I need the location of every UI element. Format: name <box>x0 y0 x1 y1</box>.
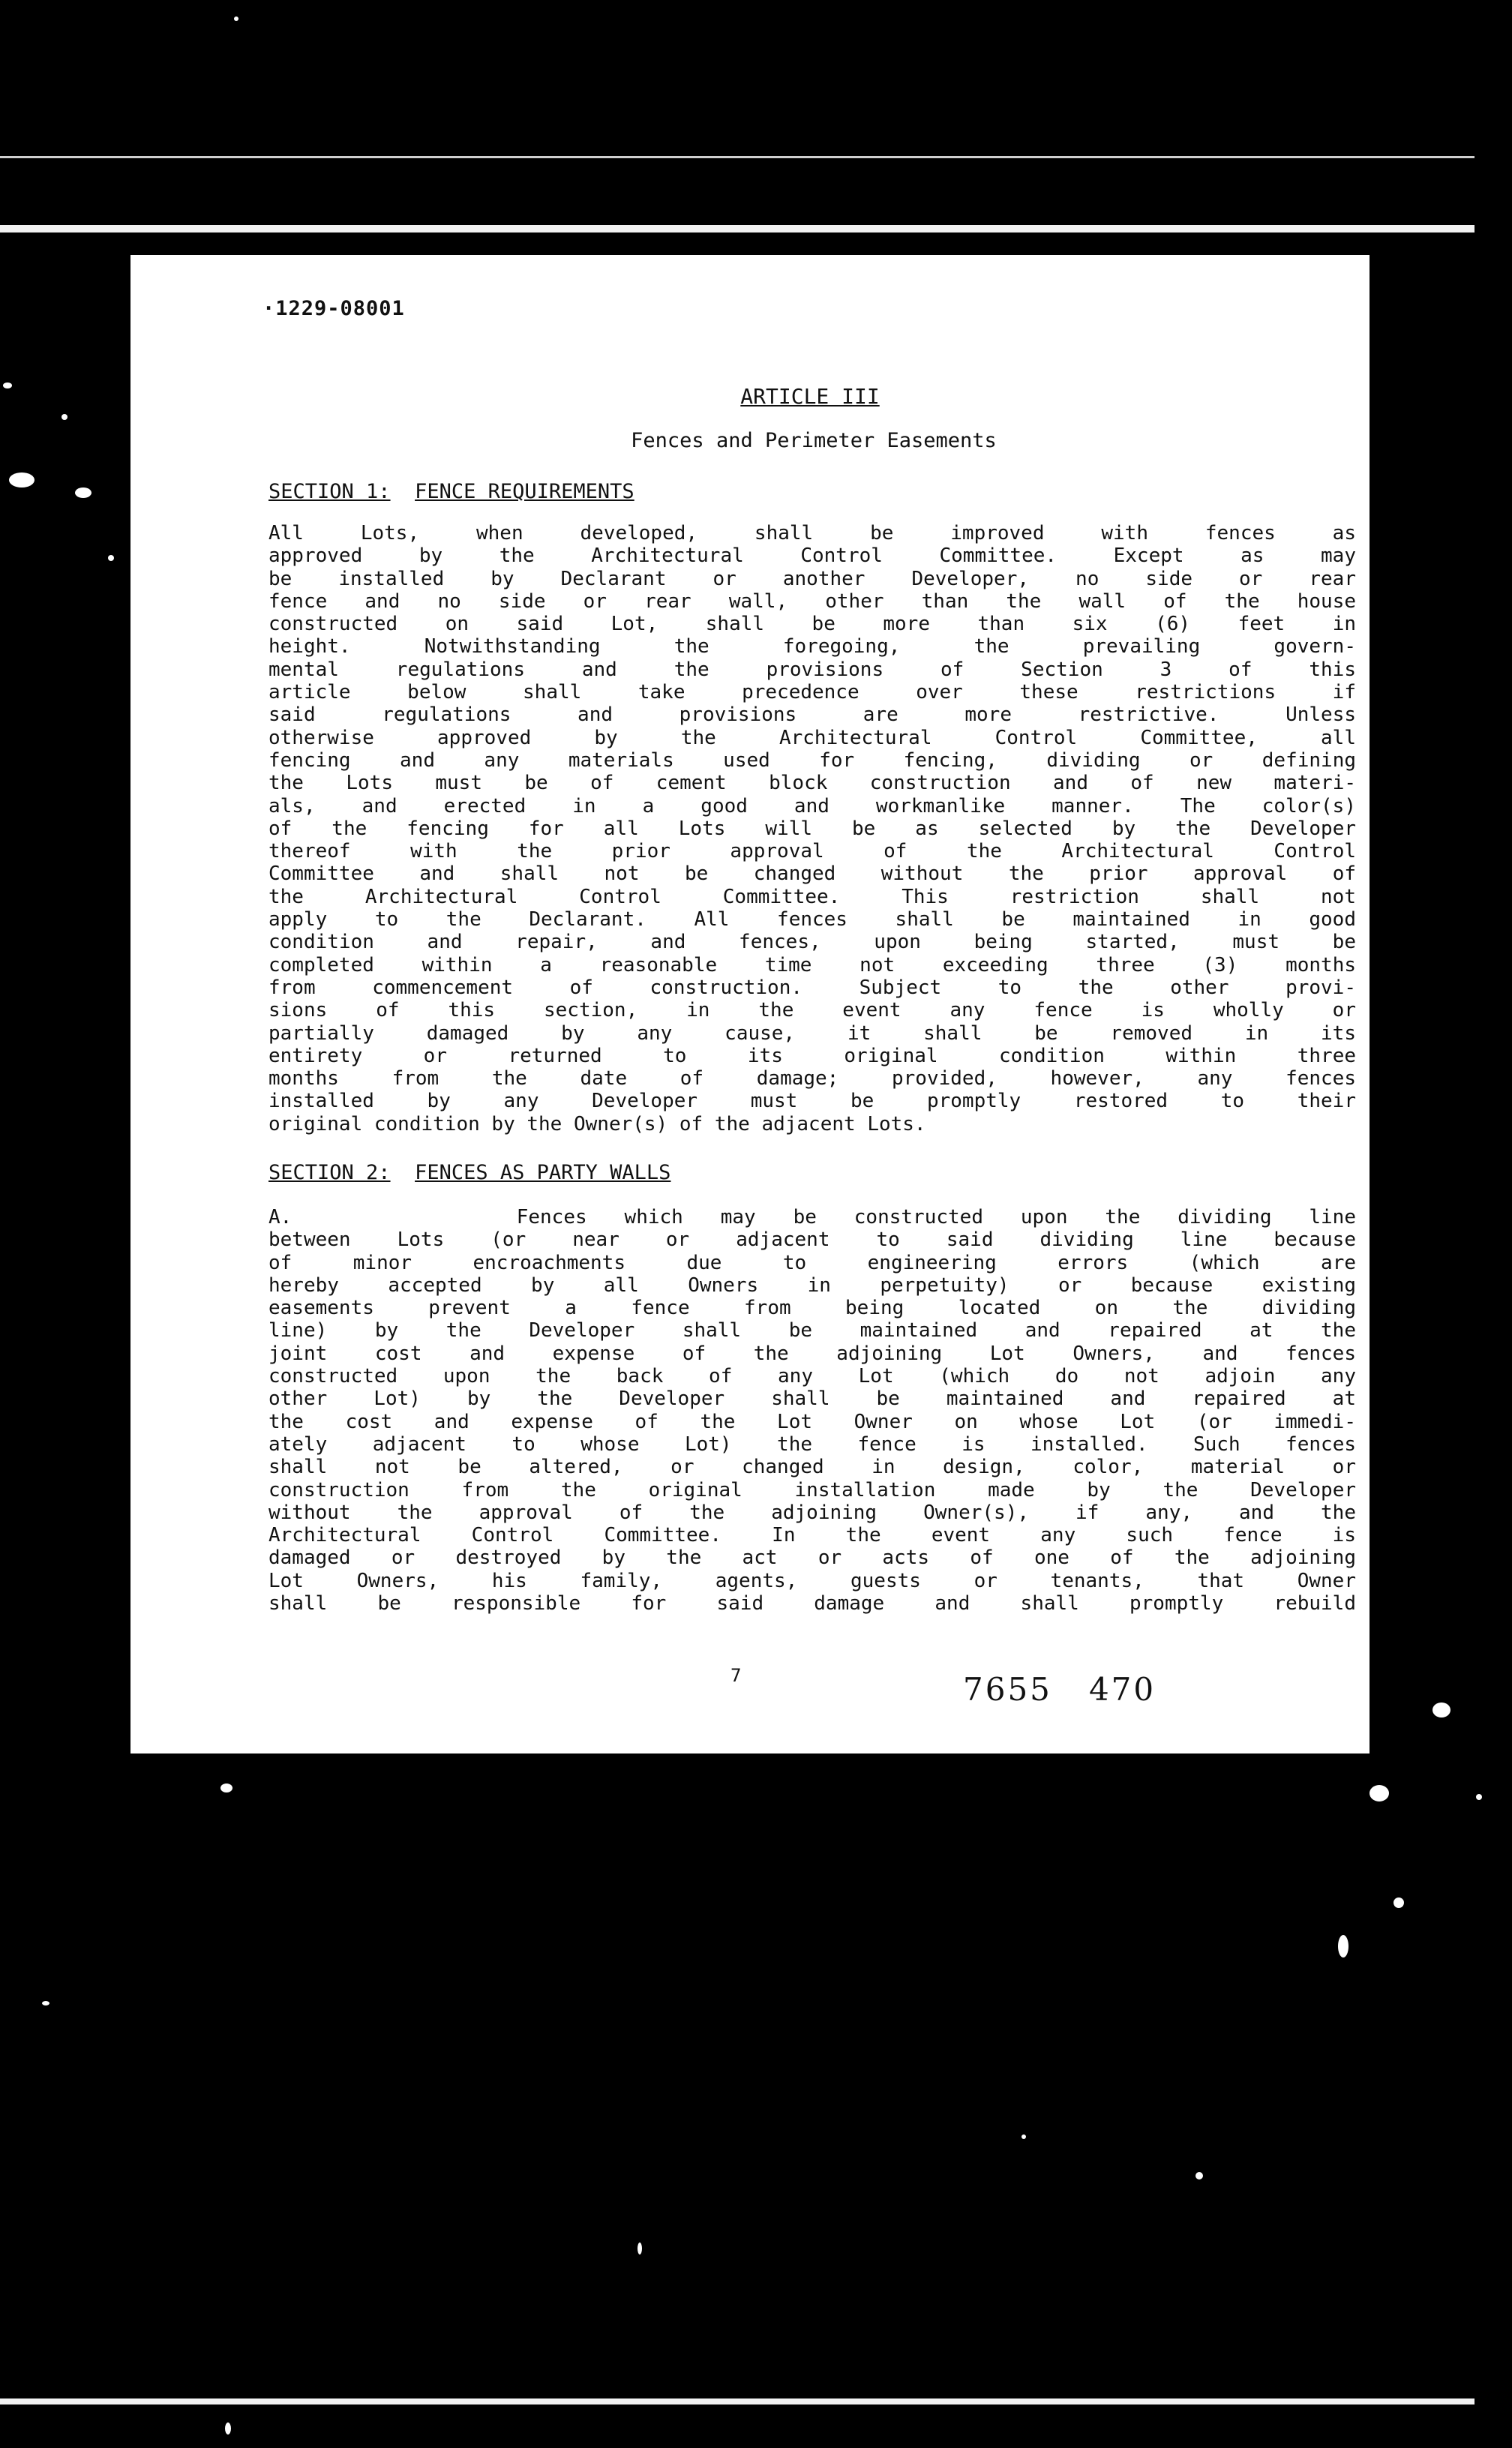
scan-speck <box>108 555 114 561</box>
body-line: hereby accepted by all Owners in perpetuity) or because existing <box>268 1274 1356 1297</box>
scan-speck <box>234 16 238 21</box>
section-2-title: FENCES AS PARTY WALLS <box>415 1161 671 1184</box>
section-2-number: SECTION 2: <box>268 1161 391 1184</box>
scan-edge-line <box>0 156 1474 158</box>
body-line: joint cost and expense of the adjoining Lot Owners, and fences <box>268 1342 1356 1365</box>
body-line: shall not be altered, or changed in design, color, material or <box>268 1456 1356 1479</box>
scan-speck <box>225 2422 231 2434</box>
body-line: the Architectural Control Committee. This restriction shall not <box>268 885 1356 908</box>
scan-speck <box>220 1784 232 1792</box>
document-id: ·1229-08001 <box>262 297 405 320</box>
body-line: said regulations and provisions are more restrictive. Unless <box>268 704 1356 727</box>
section-2-heading <box>268 1161 670 1184</box>
body-line: easements prevent a fence from being located on the dividing <box>268 1297 1356 1320</box>
body-line: A. Fences which may be constructed upon the dividing line <box>268 1206 1356 1228</box>
section-1-heading <box>268 480 634 503</box>
page-number: 7 <box>730 1665 742 1686</box>
scan-speck <box>638 2242 642 2254</box>
body-line: condition and repair, and fences, upon being started, must be <box>268 931 1356 954</box>
scan-speck <box>1432 1702 1450 1718</box>
body-line: Architectural Control Committee. In the event any such fence is <box>268 1524 1356 1547</box>
scan-edge-line <box>0 2398 1474 2404</box>
body-line: constructed on said Lot, shall be more than six (6) feet in <box>268 613 1356 636</box>
scan-speck <box>75 488 92 498</box>
article-title: ARTICLE III <box>740 384 880 409</box>
body-line: of minor encroachments due to engineering errors (which are <box>268 1251 1356 1274</box>
body-line: be installed by Declarant or another Developer, no side or rear <box>268 567 1356 590</box>
body-line: otherwise approved by the Architectural Control Committee, all <box>268 726 1356 749</box>
scan-speck <box>1476 1794 1482 1800</box>
body-line: completed within a reasonable time not exceeding three (3) months <box>268 953 1356 976</box>
body-line: from commencement of construction. Subject to the other provi- <box>268 976 1356 999</box>
body-line: apply to the Declarant. All fences shall be maintained in good <box>268 908 1356 932</box>
document-page <box>130 255 1370 1754</box>
section-2-body <box>268 1206 1356 1615</box>
body-line: entirety or returned to its original condition within three <box>268 1044 1356 1067</box>
body-line: ately adjacent to whose Lot) the fence is installed. Such fences <box>268 1432 1356 1456</box>
scan-speck <box>1370 1785 1389 1802</box>
section-1-number: SECTION 1: <box>268 480 391 503</box>
body-line: constructed upon the back of any Lot (which do not adjoin any <box>268 1365 1356 1388</box>
scan-edge-line <box>0 225 1474 232</box>
body-line: without the approval of the adjoining Owner(s), if any, and the <box>268 1501 1356 1524</box>
body-line: als, and erected in a good and workmanlike manner. The color(s) <box>268 794 1356 818</box>
body-line: the Lots must be of cement block construction and of new materi- <box>268 772 1356 795</box>
body-line: mental regulations and the provisions of Section 3 of this <box>268 658 1356 681</box>
scan-speck <box>62 414 68 420</box>
scan-speck <box>1022 2134 1026 2139</box>
body-line: the cost and expense of the Lot Owner on whose Lot (or immedi- <box>268 1410 1356 1433</box>
body-line: line) by the Developer shall be maintained and repaired at the <box>268 1319 1356 1342</box>
article-subtitle: Fences and Perimeter Easements <box>631 429 997 452</box>
body-line: sions of this section, in the event any fence is wholly or <box>268 999 1356 1022</box>
body-line: original condition by the Owner(s) of the adjacent Lots. <box>268 1112 926 1136</box>
body-line: approved by the Architectural Control Committee. Except as may <box>268 544 1356 568</box>
body-line: construction from the original installation made by the Developer <box>268 1478 1356 1502</box>
body-line: months from the date of damage; provided, however, any fences <box>268 1067 1356 1090</box>
body-line: between Lots (or near or adjacent to said dividing line because <box>268 1228 1356 1252</box>
body-line: damaged or destroyed by the act or acts of one of the adjoining <box>268 1546 1356 1570</box>
body-line: Lot Owners, his family, agents, guests or tenants, that Owner <box>268 1569 1356 1592</box>
scan-speck <box>42 2001 50 2006</box>
body-line: height. Notwithstanding the foregoing, the prevailing govern- <box>268 635 1356 658</box>
section-1-title: FENCE REQUIREMENTS <box>415 480 634 503</box>
body-line: thereof with the prior approval of the Architectural Control <box>268 840 1356 863</box>
scan-speck <box>1394 1898 1404 1908</box>
body-line: installed by any Developer must be promptly restored to their <box>268 1090 1356 1113</box>
scan-speck <box>1196 2172 1203 2180</box>
body-line: fence and no side or rear wall, other than the wall of the house <box>268 590 1356 613</box>
body-line: shall be responsible for said damage and shall promptly rebuild <box>268 1592 1356 1616</box>
body-line: Committee and shall not be changed without the prior approval of <box>268 862 1356 886</box>
scan-speck <box>1338 1935 1348 1958</box>
body-line: fencing and any materials used for fencing, dividing or defining <box>268 748 1356 772</box>
body-line: All Lots, when developed, shall be improved with fences as <box>268 522 1356 544</box>
body-line: other Lot) by the Developer shall be maintained and repaired at <box>268 1388 1356 1411</box>
body-line: article below shall take precedence over these restrictions if <box>268 681 1356 704</box>
body-line: partially damaged by any cause, it shall be removed in its <box>268 1022 1356 1045</box>
body-line: of the fencing for all Lots will be as selected by the Developer <box>268 817 1356 840</box>
recording-stamp: 7655 470 <box>963 1671 1156 1708</box>
section-1-body <box>268 522 1356 1136</box>
scan-speck <box>3 382 12 388</box>
scan-speck <box>9 472 34 488</box>
